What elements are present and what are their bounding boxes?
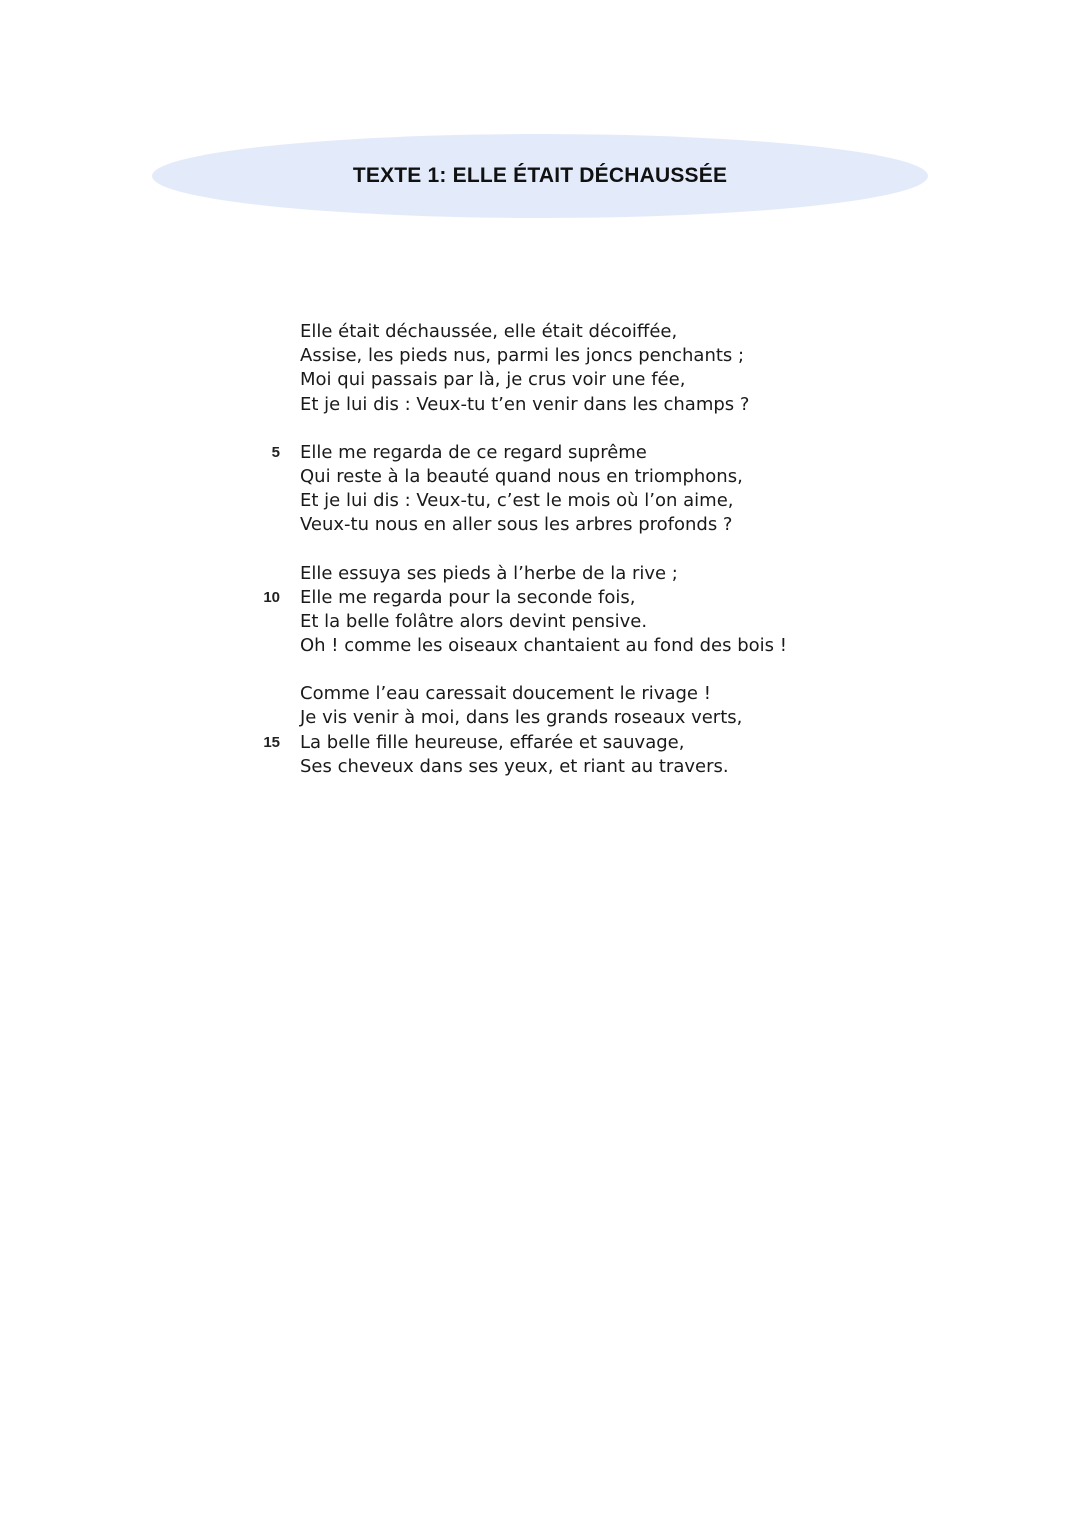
verse-line xyxy=(0,489,1080,513)
verse-text: Et la belle folâtre alors devint pensive. xyxy=(300,610,648,632)
verse-text: Qui reste à la beauté quand nous en triomphons, xyxy=(300,465,743,487)
verse-line xyxy=(0,344,1080,368)
verse-text: Elle me regarda de ce regard suprême xyxy=(300,441,647,463)
verse-text: Ses cheveux dans ses yeux, et riant au travers. xyxy=(300,755,729,777)
verse-line xyxy=(0,634,1080,658)
verse-line xyxy=(0,441,1080,465)
verse-line xyxy=(0,682,1080,706)
line-number: 10 xyxy=(263,588,280,606)
verse-text: Elle me regarda pour la seconde fois, xyxy=(300,586,636,608)
verse-text: Moi qui passais par là, je crus voir une fée, xyxy=(300,369,686,391)
page-title: TEXTE 1: ELLE ÉTAIT DÉCHAUSSÉE xyxy=(352,164,728,187)
stanza-3 xyxy=(0,562,1080,659)
verse-text: Et je lui dis : Veux-tu t’en venir dans les champs ? xyxy=(300,393,750,415)
verse-line xyxy=(0,610,1080,634)
title-banner xyxy=(152,134,928,218)
verse-line xyxy=(0,562,1080,586)
verse-line xyxy=(0,393,1080,417)
verse-line xyxy=(0,465,1080,489)
poem xyxy=(0,320,1080,803)
verse-text: La belle fille heureuse, effarée et sauvage, xyxy=(300,731,685,753)
verse-text: Je vis venir à moi, dans les grands roseaux verts, xyxy=(300,707,743,729)
verse-text: Comme l’eau caressait doucement le rivage ! xyxy=(300,683,711,705)
verse-line xyxy=(0,368,1080,392)
verse-line xyxy=(0,513,1080,537)
verse-text: Elle essuya ses pieds à l’herbe de la rive ; xyxy=(300,562,678,584)
verse-text: Assise, les pieds nus, parmi les joncs penchants ; xyxy=(300,345,745,367)
verse-line xyxy=(0,755,1080,779)
verse-text: Oh ! comme les oiseaux chantaient au fond des bois ! xyxy=(300,635,787,657)
verse-text: Et je lui dis : Veux-tu, c’est le mois où l’on aime, xyxy=(300,490,734,512)
verse-line xyxy=(0,706,1080,730)
stanza-4 xyxy=(0,682,1080,779)
line-number: 5 xyxy=(271,443,280,461)
verse-text: Elle était déchaussée, elle était décoiffée, xyxy=(300,321,678,342)
stanza-2 xyxy=(0,441,1080,538)
verse-text: Veux-tu nous en aller sous les arbres profonds ? xyxy=(300,514,733,536)
verse-line xyxy=(0,320,1080,344)
stanza-1 xyxy=(0,320,1080,417)
verse-line xyxy=(0,586,1080,610)
line-number: 15 xyxy=(263,733,280,751)
verse-line xyxy=(0,731,1080,755)
